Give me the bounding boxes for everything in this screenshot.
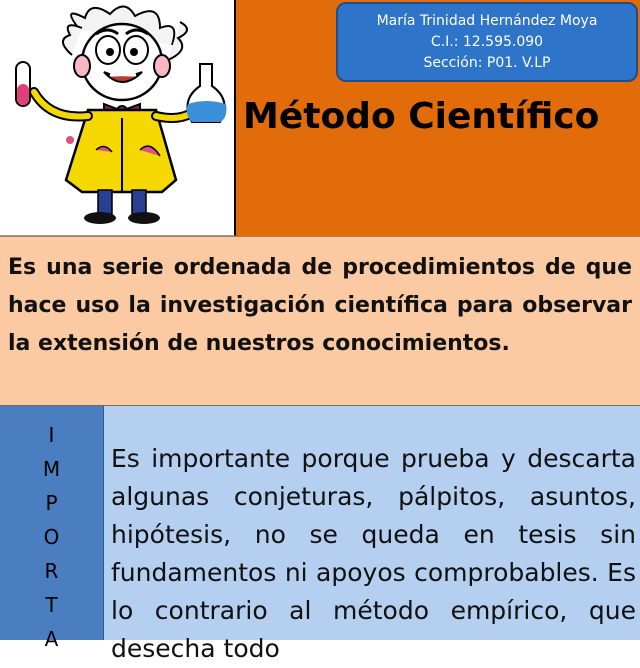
importance-text: Es importante porque prueba y descarta algunas conjeturas, pálpitos, asuntos, hipótesis, no se queda en tesis sin fundamentos ni apoyos comprobables. Es lo contrario al método empírico, que desecha todo bbox=[111, 444, 636, 663]
vertical-letter: M bbox=[42, 457, 61, 481]
definition-text: Es una serie ordenada de procedimientos de que hace uso la investigación científica para observar la extensión de nuestros conocimientos. bbox=[8, 255, 632, 356]
vertical-letter: O bbox=[43, 525, 60, 549]
vertical-letters bbox=[0, 406, 103, 656]
author-id: C.I.: 12.595.090 bbox=[430, 34, 544, 50]
author-name: María Trinidad Hernández Moya bbox=[376, 13, 598, 29]
importance-block bbox=[104, 406, 640, 663]
vertical-letter: A bbox=[44, 627, 59, 651]
author-section: Sección: P01. V.LP bbox=[423, 55, 551, 71]
page-title: Método Científico bbox=[243, 96, 600, 137]
scientist-illustration-panel bbox=[0, 0, 236, 236]
scientist-cartoon-image bbox=[0, 0, 234, 234]
vertical-letter: T bbox=[45, 593, 58, 617]
vertical-word-column bbox=[0, 406, 104, 651]
author-info-box bbox=[336, 2, 638, 82]
definition-block bbox=[0, 236, 640, 406]
vertical-letter: P bbox=[45, 491, 58, 515]
vertical-letter: I bbox=[48, 423, 55, 447]
vertical-letter: R bbox=[44, 559, 59, 583]
